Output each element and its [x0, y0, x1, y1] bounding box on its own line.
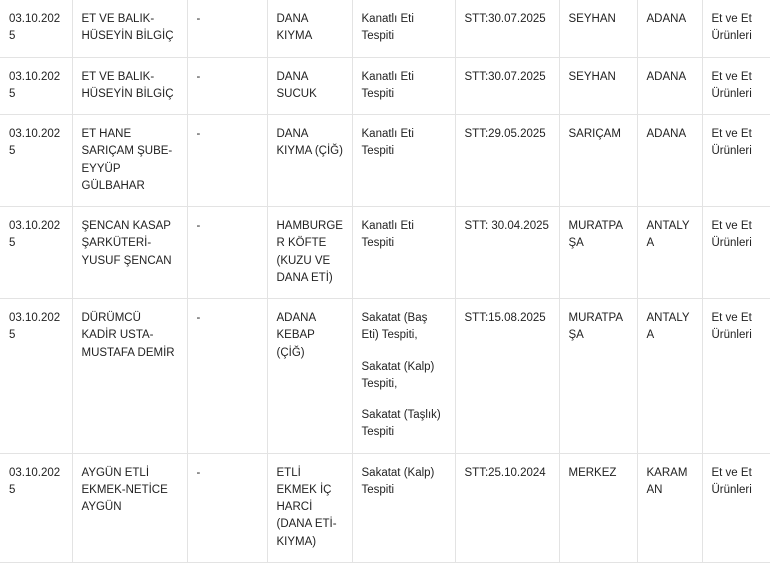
cell-dash: -	[187, 57, 267, 115]
cell-district: SEYHAN	[559, 0, 637, 57]
cell-district: MURATPAŞA	[559, 299, 637, 454]
cell-stt: STT:25.10.2024	[455, 453, 559, 562]
cell-date: 03.10.2025	[0, 453, 72, 562]
cell-district: SEYHAN	[559, 57, 637, 115]
cell-product: DANA KIYMA	[267, 0, 352, 57]
cell-stt: STT:29.05.2025	[455, 115, 559, 207]
cell-stt: STT:30.07.2025	[455, 57, 559, 115]
cell-city: ADANA	[637, 57, 702, 115]
cell-date: 03.10.2025	[0, 57, 72, 115]
cell-dash: -	[187, 0, 267, 57]
cell-city: ANTALYA	[637, 299, 702, 454]
cell-dash: -	[187, 115, 267, 207]
cell-date: 03.10.2025	[0, 207, 72, 299]
cell-city: ADANA	[637, 115, 702, 207]
table-row	[0, 57, 770, 115]
cell-finding	[352, 115, 455, 207]
cell-finding	[352, 299, 455, 454]
cell-stt: STT:30.07.2025	[455, 0, 559, 57]
cell-firm: ET HANE SARIÇAM ŞUBE-EYYÜP GÜLBAHAR	[72, 115, 187, 207]
cell-finding	[352, 0, 455, 57]
cell-category: Et ve Et Ürünleri	[702, 0, 770, 57]
cell-stt: STT: 30.04.2025	[455, 207, 559, 299]
table-row	[0, 115, 770, 207]
finding-line: Kanatlı Eti Tespiti	[361, 13, 414, 43]
cell-date: 03.10.2025	[0, 115, 72, 207]
cell-category: Et ve Et Ürünleri	[702, 207, 770, 299]
cell-firm: AYGÜN ETLİ EKMEK-NETİCE AYGÜN	[72, 453, 187, 562]
cell-district: MERKEZ	[559, 453, 637, 562]
cell-dash: -	[187, 299, 267, 454]
cell-date: 03.10.2025	[0, 0, 72, 57]
cell-finding	[352, 207, 455, 299]
cell-product: DANA KIYMA (ÇİĞ)	[267, 115, 352, 207]
finding-line: Kanatlı Eti Tespiti	[361, 128, 414, 158]
cell-firm: DÜRÜMCÜ KADİR USTA-MUSTAFA DEMİR	[72, 299, 187, 454]
finding-line: Kanatlı Eti Tespiti	[361, 70, 414, 100]
cell-firm: ET VE BALIK-HÜSEYİN BİLGİÇ	[72, 57, 187, 115]
table-row	[0, 0, 770, 57]
table-row	[0, 299, 770, 454]
cell-firm: ŞENCAN KASAP ŞARKÜTERİ-YUSUF ŞENCAN	[72, 207, 187, 299]
cell-category: Et ve Et Ürünleri	[702, 453, 770, 562]
cell-product: ETLİ EKMEK İÇ HARCİ (DANA ETİ-KIYMA)	[267, 453, 352, 562]
cell-firm: ET VE BALIK-HÜSEYİN BİLGİÇ	[72, 0, 187, 57]
cell-category: Et ve Et Ürünleri	[702, 299, 770, 454]
cell-product: HAMBURGER KÖFTE (KUZU VE DANA ETİ)	[267, 207, 352, 299]
table-row	[0, 207, 770, 299]
finding-line: Kanatlı Eti Tespiti	[361, 220, 414, 250]
cell-dash: -	[187, 453, 267, 562]
cell-city: ADANA	[637, 0, 702, 57]
cell-product: ADANA KEBAP (ÇİĞ)	[267, 299, 352, 454]
cell-district: MURATPAŞA	[559, 207, 637, 299]
cell-category: Et ve Et Ürünleri	[702, 57, 770, 115]
finding-line: Sakatat (Kalp) Tespiti	[361, 466, 435, 496]
finding-line: Sakatat (Kalp) Tespiti,	[361, 360, 435, 390]
finding-line: Sakatat (Baş Eti) Tespiti,	[361, 312, 428, 342]
cell-city: KARAMAN	[637, 453, 702, 562]
cell-city: ANTALYA	[637, 207, 702, 299]
cell-finding	[352, 453, 455, 562]
cell-category: Et ve Et Ürünleri	[702, 115, 770, 207]
cell-finding	[352, 57, 455, 115]
cell-district: SARIÇAM	[559, 115, 637, 207]
cell-stt: STT:15.08.2025	[455, 299, 559, 454]
cell-date: 03.10.2025	[0, 299, 72, 454]
cell-product: DANA SUCUK	[267, 57, 352, 115]
cell-dash: -	[187, 207, 267, 299]
table-row	[0, 453, 770, 562]
finding-line: Sakatat (Taşlık) Tespiti	[361, 409, 441, 439]
